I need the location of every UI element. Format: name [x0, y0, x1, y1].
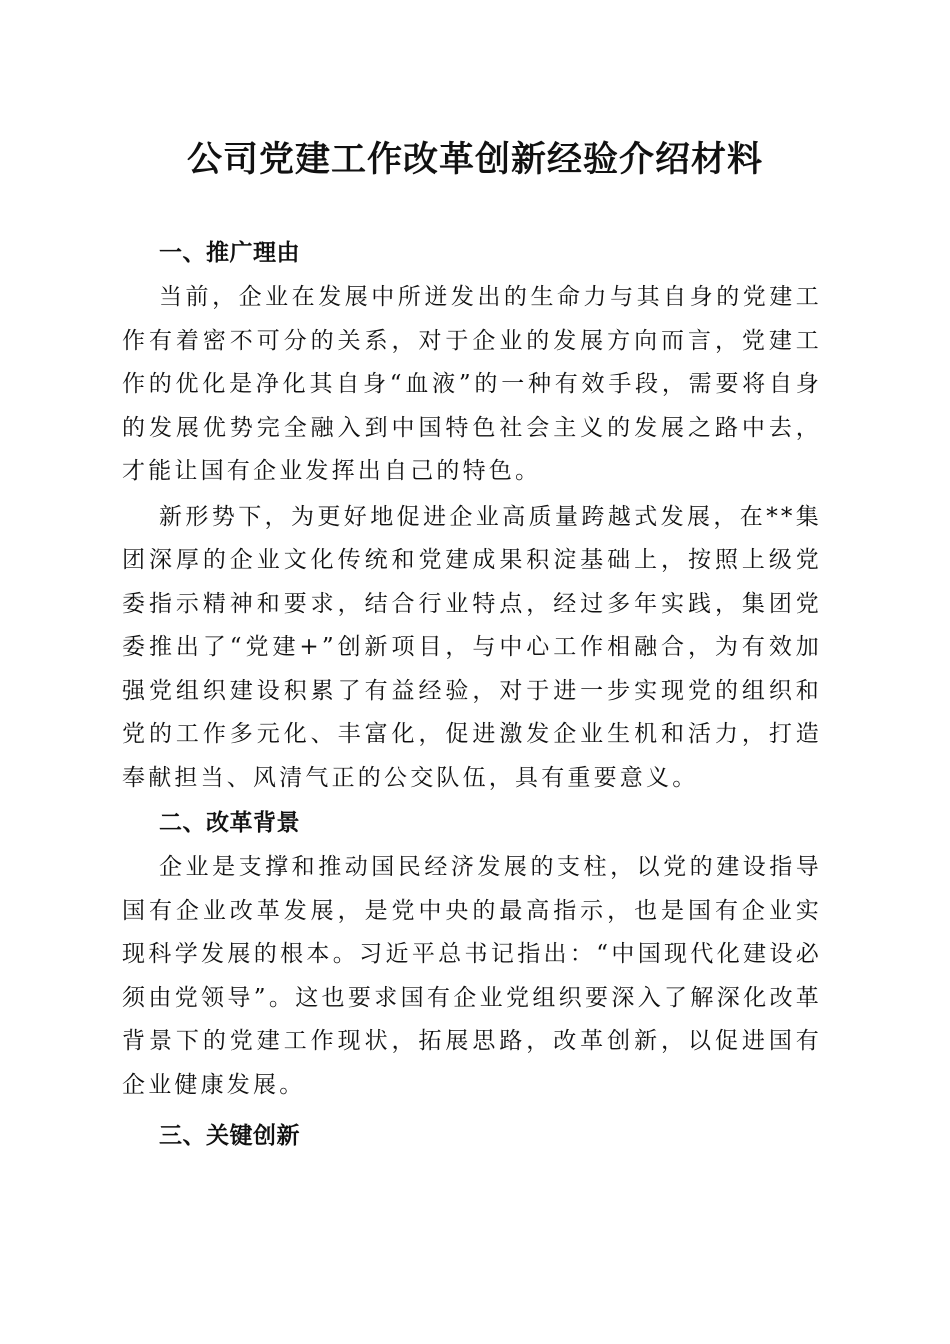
document-body: [122, 230, 822, 1159]
section-heading-promotion-reason: 一、推广理由: [159, 240, 300, 266]
document-title: 公司党建工作改革创新经验介绍材料: [186, 139, 763, 180]
paragraph-promotion-reason-1: 当前，企业在发展中所迸发出的生命力与其自身的党建工作有着密不可分的关系，对于企业的发展方向而言，党建工作的优化是净化其自身“血液”的一种有效手段，需要将自身的发展优势完全融入到中国特色社会主义的发展之路中去，才能让国有企业发挥出自己的特色。: [122, 284, 822, 484]
section-heading-reform-background: 二、改革背景: [159, 810, 300, 836]
paragraph-reform-background-1: 企业是支撑和推动国民经济发展的支柱，以党的建设指导国有企业改革发展，是党中央的最高指示，也是国有企业实现科学发展的根本。习近平总书记指出：“中国现代化建设必须由党领导”。这也要求国有企业党组织要深入了解深化改革背景下的党建工作现状，拓展思路，改革创新，以促进国有企业健康发展。: [122, 854, 822, 1098]
paragraph-promotion-reason-2: 新形势下，为更好地促进企业高质量跨越式发展，在**集团深厚的企业文化传统和党建成果积淀基础上，按照上级党委指示精神和要求，结合行业特点，经过多年实践，集团党委推出了“党建+”创新项目，与中心工作相融合，为有效加强党组织建设积累了有益经验，对于进一步实现党的组织和党的工作多元化、丰富化，促进激发企业生机和活力，打造奉献担当、风清气正的公交队伍，具有重要意义。: [122, 503, 822, 791]
section-heading-key-innovation: 三、关键创新: [159, 1123, 300, 1149]
